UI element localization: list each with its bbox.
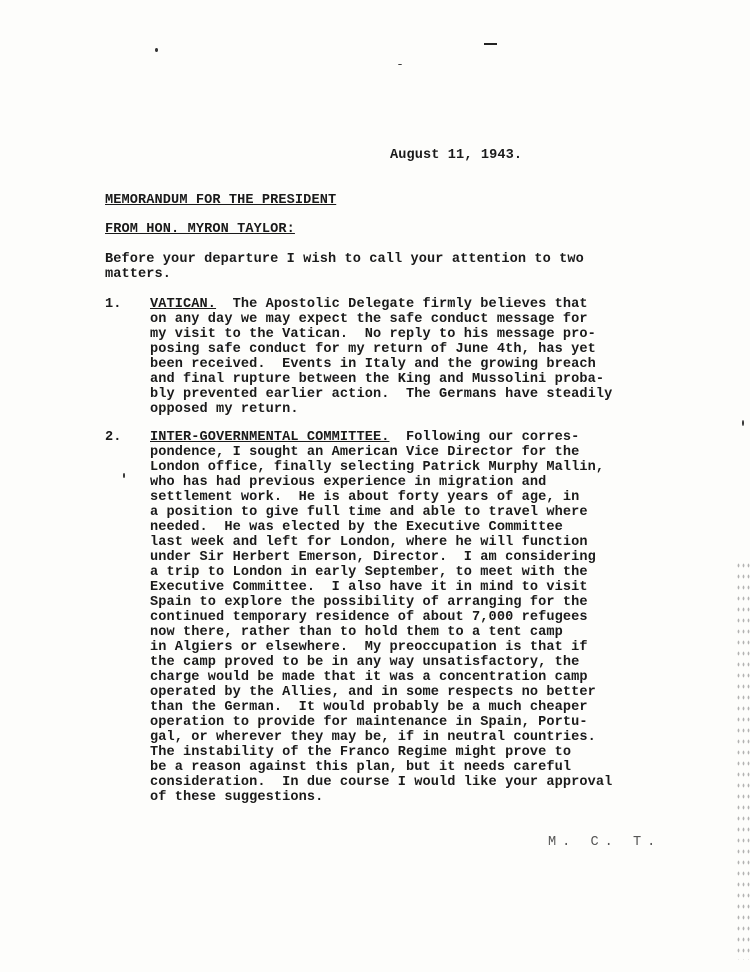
scan-mark: [484, 43, 497, 45]
scan-speck: [155, 48, 158, 52]
item-number: 2.: [105, 430, 122, 445]
item-text: on any day we may expect the safe conduct message for my visit to the Vatican. No reply to his message pro- posing safe conduct for my return of June 4th, has yet been received. Events in Italy and the growing breach and final rupture between the King and Mussolini proba- bly prevented earlier action. The Germans have steadily opposed my return.: [150, 312, 613, 417]
scan-edge-noise: [736, 560, 750, 960]
signature-initials: M. C. T.: [548, 835, 662, 850]
memo-intro-paragraph: Before your departure I wish to call your attention to two matters.: [105, 252, 584, 282]
memo-heading: MEMORANDUM FOR THE PRESIDENT: [105, 193, 337, 208]
scan-speck: [742, 420, 744, 426]
item-text: pondence, I sought an American Vice Director for the London office, finally selecting Patrick Murphy Mallin, who has had previous experience in migration and settlement work. He is about forty years of age, in a position to give full time and able to travel where needed. He was elected by the Executive Committee last week and left for London, where he will function under Sir Herbert Emerson, Director. I am considering a trip to London in early September, to meet with the Executive Committee. I also have it in mind to visit Spain to explore the possibility of arranging for the continued temporary residence of about 7,000 refugees now there, rather than to hold them to a tent camp in Algiers or elsewhere. My preoccupation is that if the camp proved to be in any way unsatisfactory, the charge would be made that it was a concentration camp operated by the Allies, and in some respects no better than the German. It would probably be a much cheaper operation to provide for maintenance in Spain, Portu- gal, or wherever they may be, if in neutral countries. The instability of the Franco Regime might prove to be a reason against this plan, but it needs careful consideration. In due course I would like your approval of these suggestions.: [150, 445, 613, 805]
item-number: 1.: [105, 297, 122, 312]
item-vatican-paragraph: [150, 297, 612, 417]
memo-date: August 11, 1943.: [390, 148, 523, 163]
memo-from-line: FROM HON. MYRON TAYLOR:: [105, 222, 295, 237]
item-committee-paragraph: [150, 430, 612, 805]
item-text-first-line: Following our corres-: [389, 430, 580, 445]
item-title: INTER-GOVERNMENTAL COMMITTEE.: [150, 430, 390, 445]
scan-speck: [123, 473, 125, 478]
item-text-first-line: The Apostolic Delegate firmly believes that: [216, 297, 588, 312]
item-title: VATICAN.: [150, 297, 217, 312]
scan-speck: [398, 64, 402, 65]
